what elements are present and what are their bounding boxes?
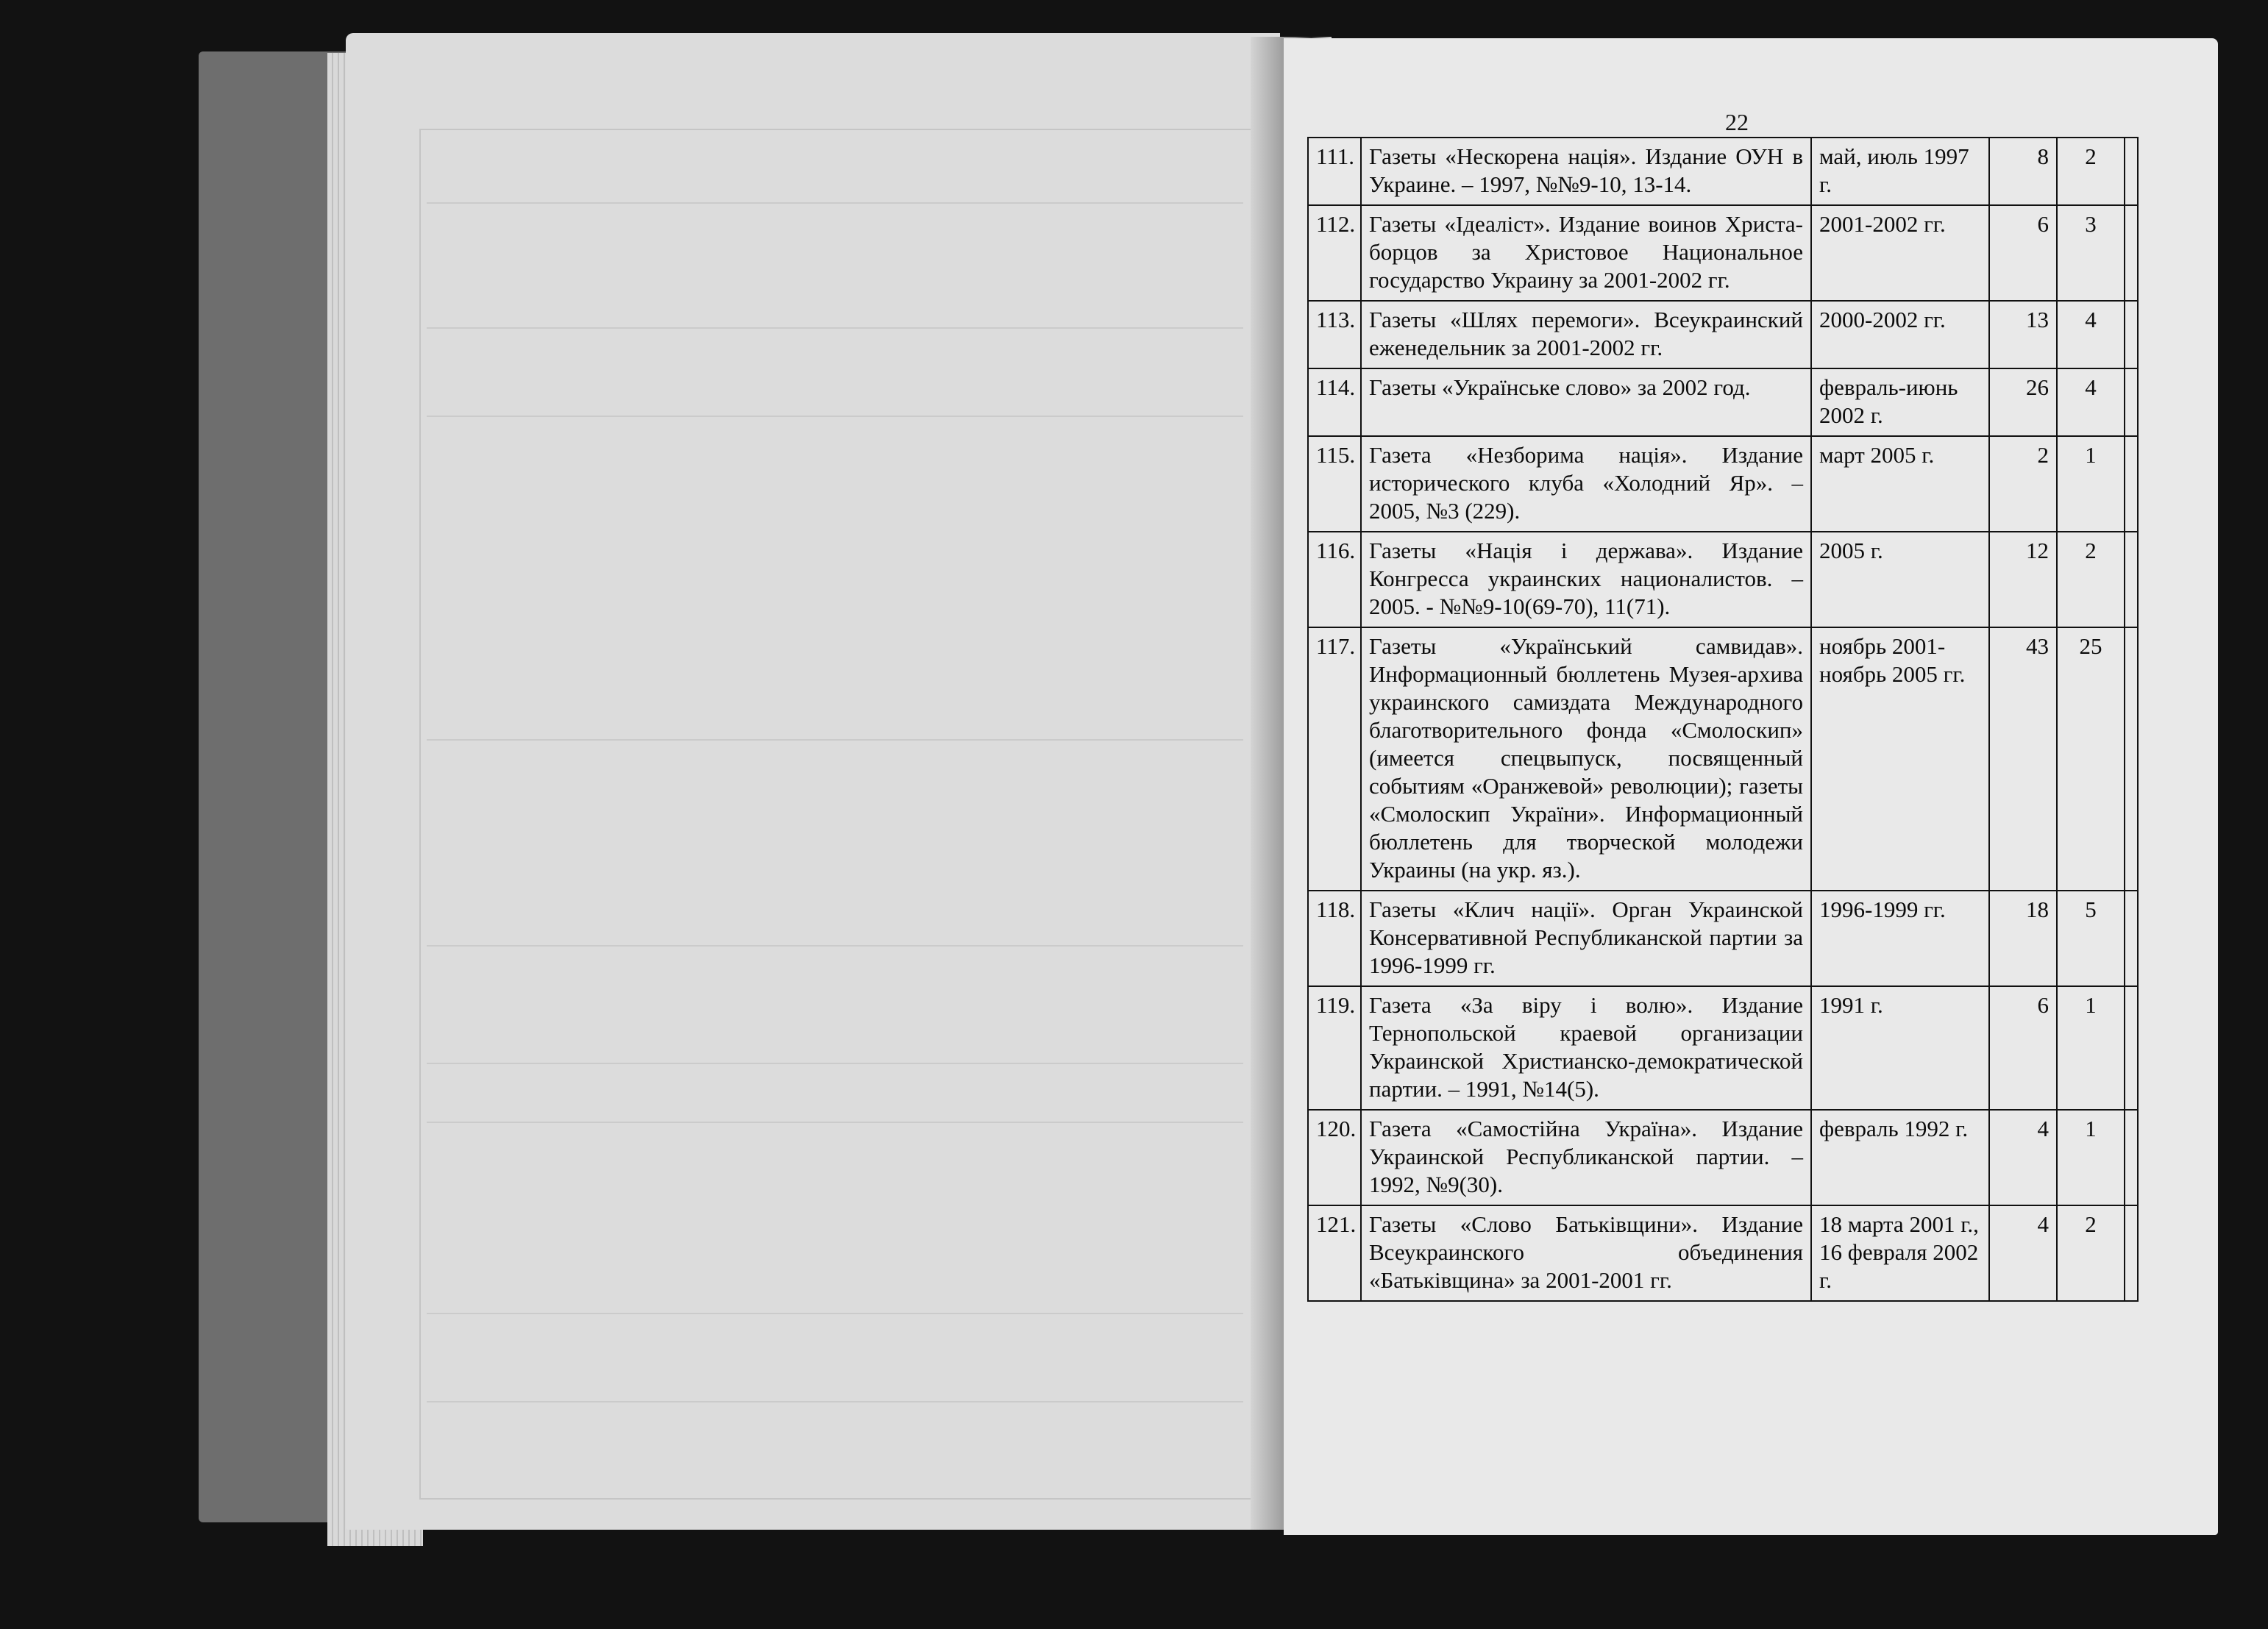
row-description: Газеты «Нескорена нація». Издание ОУН в Украине. – 1997, №№9-10, 13-14.	[1361, 138, 1811, 205]
row-date: февраль 1992 г.	[1811, 1110, 1989, 1205]
table-row	[1308, 205, 2138, 301]
row-description: Газеты «Клич нації». Орган Украинской Консервативной Республиканской партии за 1996-1999 гг.	[1361, 891, 1811, 986]
left-page-bleedthrough	[346, 33, 1280, 1530]
row-description: Газеты «Український самвидав». Информационный бюллетень Музея-архива украинского самиздата Международного благотворительного фонда «Смолоскип» (имеется спецвыпуск, посвященный событиям «Оранжевой» революции); газеты «Смолоскип України». Информационный бюллетень для творческой молодежи Украины (на укр. яз.).	[1361, 627, 1811, 891]
row-date: 2001-2002 гг.	[1811, 205, 1989, 301]
row-sheets: 1	[2057, 436, 2125, 532]
row-description: Газеты «Нація і держава». Издание Конгресса украинских националистов. – 2005. - №№9-10(69-70), 11(71).	[1361, 532, 1811, 627]
row-description: Газета «Незборима нація». Издание исторического клуба «Холодний Яр». – 2005, №3 (229).	[1361, 436, 1811, 532]
row-empty-cell	[2125, 368, 2138, 436]
row-quantity: 4	[1989, 1205, 2057, 1301]
table-row	[1308, 1110, 2138, 1205]
row-description: Газеты «Ідеаліст». Издание воинов Христа-борцов за Христовое Национальное государство Украину за 2001-2002 гг.	[1361, 205, 1811, 301]
row-description: Газета «Самостійна Україна». Издание Украинской Республиканской партии. – 1992, №9(30).	[1361, 1110, 1811, 1205]
table-row	[1308, 138, 2138, 205]
row-sheets: 1	[2057, 986, 2125, 1110]
row-number: 121.	[1308, 1205, 1361, 1301]
row-date: 2000-2002 гг.	[1811, 301, 1989, 368]
row-empty-cell	[2125, 986, 2138, 1110]
row-date: 18 марта 2001 г., 16 февраля 2002 г.	[1811, 1205, 1989, 1301]
row-quantity: 13	[1989, 301, 2057, 368]
table-row	[1308, 986, 2138, 1110]
row-empty-cell	[2125, 205, 2138, 301]
row-number: 115.	[1308, 436, 1361, 532]
catalog-table	[1307, 137, 2139, 1302]
row-empty-cell	[2125, 1205, 2138, 1301]
row-date: 1991 г.	[1811, 986, 1989, 1110]
row-number: 120.	[1308, 1110, 1361, 1205]
row-description: Газеты «Шлях перемоги». Всеукраинский еженедельник за 2001-2002 гг.	[1361, 301, 1811, 368]
table-row	[1308, 532, 2138, 627]
row-quantity: 6	[1989, 986, 2057, 1110]
row-empty-cell	[2125, 532, 2138, 627]
row-number: 119.	[1308, 986, 1361, 1110]
row-empty-cell	[2125, 891, 2138, 986]
row-sheets: 2	[2057, 138, 2125, 205]
row-empty-cell	[2125, 627, 2138, 891]
row-quantity: 43	[1989, 627, 2057, 891]
row-number: 117.	[1308, 627, 1361, 891]
row-sheets: 2	[2057, 1205, 2125, 1301]
row-sheets: 4	[2057, 301, 2125, 368]
table-row	[1308, 627, 2138, 891]
row-date: 2005 г.	[1811, 532, 1989, 627]
row-empty-cell	[2125, 436, 2138, 532]
row-number: 112.	[1308, 205, 1361, 301]
row-quantity: 8	[1989, 138, 2057, 205]
row-empty-cell	[2125, 138, 2138, 205]
row-sheets: 5	[2057, 891, 2125, 986]
table-row	[1308, 436, 2138, 532]
row-sheets: 4	[2057, 368, 2125, 436]
page-number: 22	[1725, 109, 1749, 135]
row-date: март 2005 г.	[1811, 436, 1989, 532]
row-number: 118.	[1308, 891, 1361, 986]
row-description: Газета «За віру і волю». Издание Тернопольской краевой организации Украинской Христианско-демократической партии. – 1991, №14(5).	[1361, 986, 1811, 1110]
row-sheets: 1	[2057, 1110, 2125, 1205]
row-empty-cell	[2125, 301, 2138, 368]
row-number: 113.	[1308, 301, 1361, 368]
row-number: 116.	[1308, 532, 1361, 627]
row-number: 111.	[1308, 138, 1361, 205]
table-row	[1308, 301, 2138, 368]
row-description: Газеты «Українське слово» за 2002 год.	[1361, 368, 1811, 436]
row-empty-cell	[2125, 1110, 2138, 1205]
row-description: Газеты «Слово Батьківщини». Издание Всеукраинского объединения «Батьківщина» за 2001-2001 гг.	[1361, 1205, 1811, 1301]
row-quantity: 26	[1989, 368, 2057, 436]
row-date: ноябрь 2001-ноябрь 2005 гг.	[1811, 627, 1989, 891]
row-quantity: 4	[1989, 1110, 2057, 1205]
row-quantity: 2	[1989, 436, 2057, 532]
table-row	[1308, 368, 2138, 436]
row-date: май, июль 1997 г.	[1811, 138, 1989, 205]
row-date: 1996-1999 гг.	[1811, 891, 1989, 986]
row-sheets: 3	[2057, 205, 2125, 301]
row-sheets: 2	[2057, 532, 2125, 627]
row-quantity: 12	[1989, 532, 2057, 627]
row-date: февраль-июнь 2002 г.	[1811, 368, 1989, 436]
table-row	[1308, 1205, 2138, 1301]
row-sheets: 25	[2057, 627, 2125, 891]
faint-table-outline	[419, 129, 1254, 1500]
table-row	[1308, 891, 2138, 986]
row-quantity: 6	[1989, 205, 2057, 301]
row-number: 114.	[1308, 368, 1361, 436]
row-quantity: 18	[1989, 891, 2057, 986]
